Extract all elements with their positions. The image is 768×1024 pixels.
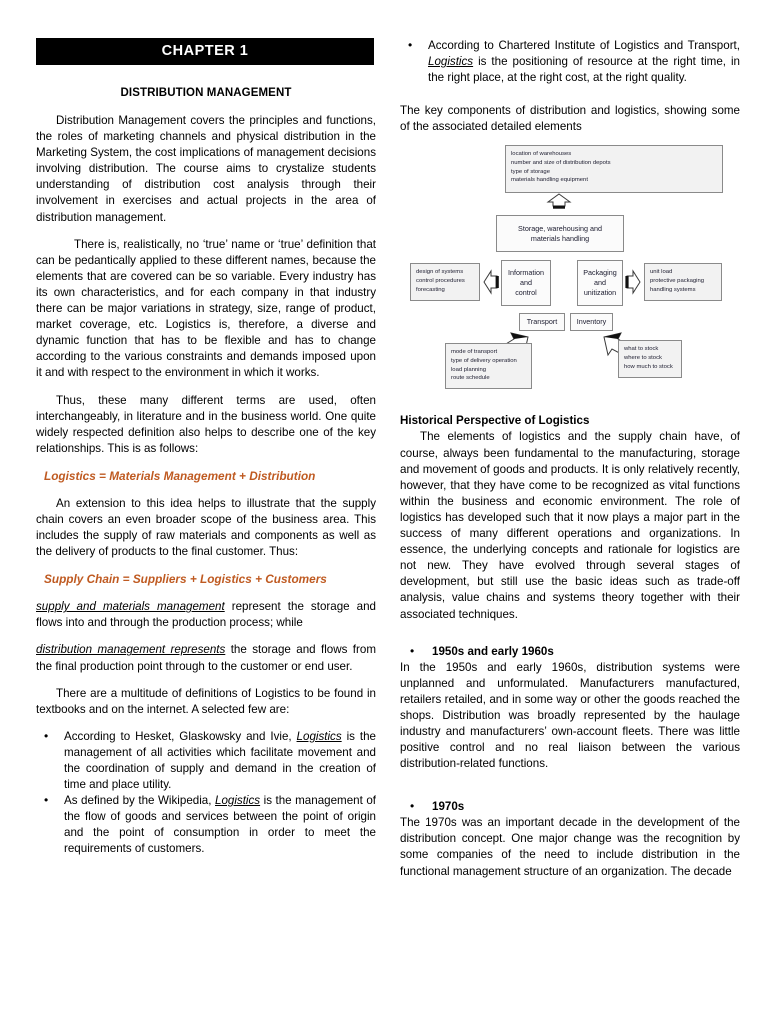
figure-text-line: control procedures [416,278,465,285]
era-heading-1970s [400,799,740,815]
paragraph-overview: Distribution Management covers the principles and functions, the roles of marketing channels and physical distribution in the Marketing System, the cost implications of management decisions involving distribution. The course aims to crystalize students understanding of distribution cost analysis through their involvement in exercises and actual projects in the area of distribution management. [36,114,376,224]
figure-text-line: unitization [583,288,617,298]
figure-text-line: materials handling equipment [511,177,588,184]
list-item: • 1950s and early 1960s [400,644,740,660]
term-supply-materials-management: supply and materials management [36,600,225,614]
bullet-text-pre: According to Chartered Institute of Logistics and Transport, [428,39,740,52]
figure-text-line: unit load [650,269,673,276]
right-column [400,38,740,891]
list-item: • 1970s [400,799,740,815]
figure-box-unitload-details [644,263,722,301]
figure-caption: The key components of distribution and logistics, showing some of the associated detailed elements [400,104,740,134]
bullet-text-post: is the management of the flow of goods and services between the point of origin and the point of consumption in order to meet the requirements of customers. [64,794,377,856]
definition-list-left [36,729,376,858]
paragraph-era-1950s: In the 1950s and early 1960s, distribution systems were unplanned and unformulated. Manufacturers manufactured, retailers retailed, and in some way or other the goods reached the shops. Distribution was broadly represented by the haulage industry and manufacturers’ own-account fleets. There was little positive control and no real liaison between the various distribution-related functions. [400,660,740,771]
bullet-text-pre: According to Hesket, Glaskowsky and Ivie, [64,729,297,743]
arrow-up-icon [545,193,573,210]
figure-text-line: control [515,288,537,298]
figure-text-line: and [520,278,532,288]
figure-text-line: Information [508,268,544,278]
figure-text-line: handling systems [650,286,696,293]
definition-supply-materials [36,599,376,631]
figure-text-line: design of systems [416,269,464,276]
bullet-text-post: is the positioning of resource at the right time, in the right place, at the right cost, at the right quality. [428,55,740,85]
figure-text-line: mode of transport [451,349,498,356]
figure-text-line: where to stock [624,355,662,362]
figure-text-line: number and size of distribution depots [511,160,611,167]
figure-text-line: location of warehouses [511,151,572,158]
term-logistics: Logistics [215,794,261,808]
figure-text-line: Storage, warehousing and [518,223,602,233]
figure-text-line: type of delivery operation [451,358,517,365]
definition-supply-materials-text: represent the storage and flows into and through the production process; while [36,600,376,630]
figure-text-line: how much to stock [624,363,673,370]
figure-box-warehouse-details [505,145,723,193]
page-title: DISTRIBUTION MANAGEMENT [120,87,292,99]
figure-box-systems-details [410,263,480,301]
figure-text-line: forecasting [416,286,445,293]
figure-text-line: materials handling [530,233,590,243]
figure-text-line: protective packaging [650,278,705,285]
section-heading-historical: Historical Perspective of Logistics [400,414,590,428]
figure-box-transport-details [445,343,532,389]
definition-distribution-management-text: the storage and flows from the final production point through to the customer or end user. [36,643,376,673]
figure-box-transport-node [519,313,565,331]
bullet-text-pre: As defined by the Wikipedia, [64,794,215,808]
figure-text-line: load planning [451,366,487,373]
definition-list-right [400,38,740,86]
paragraph-historical: The elements of logistics and the supply chain have, of course, always been fundamental to the manufacturing, storage and movement of goods and products. It is only relatively recently, however, that they have come to be recognized as vital functions within the business and economic environment. The role of logistics has developed such that it now plays a major part in the success of many different operations and organizations. In essence, the underlying concepts and rationale for logistics are not new. They have evolved through several stages of development, but still use the basic ideas such as trade-off analysis, value chains and systems theory together with their associated techniques. [400,430,740,621]
paragraph-multitude: There are a multitude of definitions of Logistics to be found in textbooks and on the internet. A selected few are: [36,686,376,716]
arrow-right-icon [624,265,642,299]
figure-text-line: type of storage [511,168,550,175]
paragraph-terms: Thus, these many different terms are used, often interchangeably, in literature and in the business world. One quite widely respected definition also helps to describe one of the key relationships. This is as follows: [36,393,376,455]
figure-box-storage-node [496,215,624,252]
definition-distribution-management [36,642,376,674]
figure-text-line: route schedule [451,375,490,382]
term-distribution-management: distribution management represents [36,643,226,657]
figure-box-inventory-node [570,313,613,331]
figure-text-line: Inventory [576,317,607,327]
formula-logistics: Logistics = Materials Management + Distribution [44,468,316,483]
figure-text-line: Packaging [583,268,617,278]
term-logistics: Logistics [296,729,342,743]
logistics-components-diagram [400,145,740,397]
chapter-banner: CHAPTER 1 [36,38,374,65]
term-logistics: Logistics [428,55,474,69]
list-item [36,793,376,857]
formula-supply-chain: Supply Chain = Suppliers + Logistics + Customers [44,572,327,587]
figure-text-line: what to stock [624,346,659,353]
left-column [36,38,376,858]
era-heading-1950s [400,644,740,660]
figure-box-packaging-node [577,260,623,306]
figure-text-line: and [594,278,606,288]
figure-text-line: Transport [526,317,558,327]
list-item [400,38,740,86]
paragraph-era-1970s: The 1970s was an important decade in the development of the distribution concept. One major change was the recognition by some companies of the need to include distribution in the functional management structure of an organization. The decade [400,816,740,878]
arrow-left-icon [482,265,500,299]
figure-box-inventory-details [618,340,682,378]
figure-box-information-node [501,260,551,306]
list-item [36,729,376,793]
paragraph-definitions: There is, realistically, no ‘true’ name or ‘true’ definition that can be pedantically applied to these different names, because the elements that are covered can be so variable. Every industry has its own characteristics, and for each company in that industry there can be major variations in strategy, size, range of product, market coverage, etc. Logistics is, therefore, a diverse and dynamic function that has to be flexible and has to change according to the various constraints and demands imposed upon it and with respect to the environment in which it works. [36,237,376,380]
paragraph-supply-chain: An extension to this idea helps to illustrate that the supply chain covers an even broader scope of the business area. This includes the supply of raw materials and components as well as the delivery of products to the final customer. Thus: [36,496,376,559]
bullet-text-post: is the management of all activities which facilitate movement and the coordination of supply and demand in the creation of time and place utility. [64,729,376,792]
